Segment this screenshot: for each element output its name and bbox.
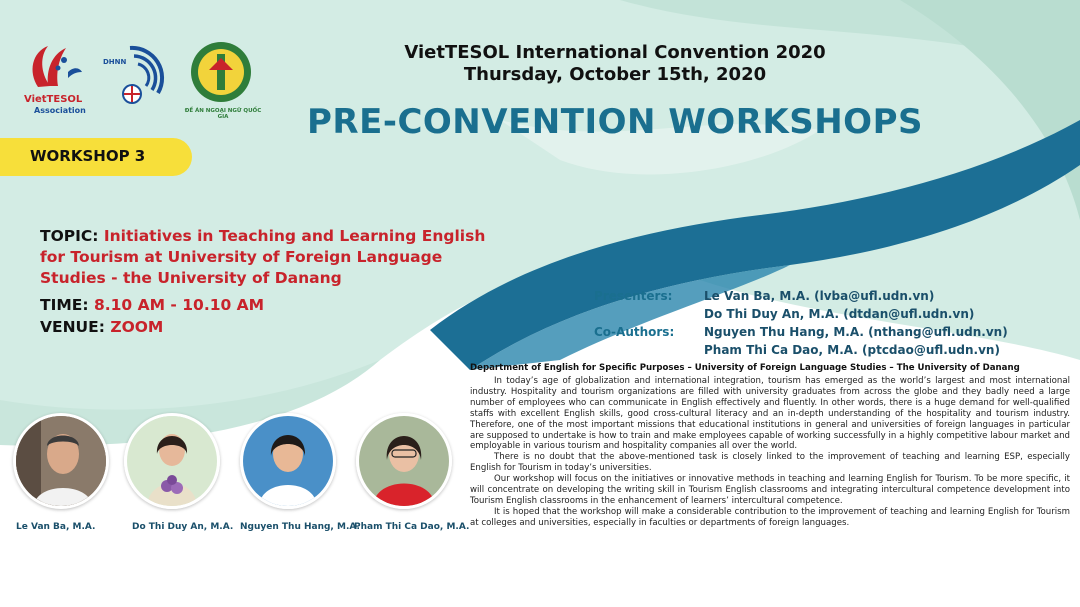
presenter-line: Le Van Ba, M.A. (lvba@ufl.udn.vn) <box>704 289 935 303</box>
coauthors-label: Co-Authors: <box>594 325 675 339</box>
person-photo-icon <box>359 416 449 506</box>
abstract-text <box>470 376 1070 529</box>
project-logo <box>183 40 263 120</box>
presenters-label: Presenters: <box>594 289 673 303</box>
time-block <box>40 296 264 314</box>
abstract-paragraph: It is hoped that the workshop will make a considerable contribution to the improvement of teaching and learning English for Tourism at colleges and universities, especially in faculties or departments of foreign languages. <box>470 506 1070 528</box>
presenter-name: Le Van Ba, M.A. <box>16 522 96 532</box>
dhnn-emblem-icon <box>100 38 170 118</box>
avatar <box>124 413 220 509</box>
viettesol-logo <box>20 42 90 117</box>
convention-date: Thursday, October 15th, 2020 <box>463 64 767 85</box>
topic-text: Initiatives in Teaching and Learning English for Tourism at University of Foreign Language Studies - the University of Danang <box>40 227 486 287</box>
department-line: Department of English for Specific Purposes – University of Foreign Language Studies – The University of Danang <box>470 363 1020 373</box>
coauthor-line: Nguyen Thu Hang, M.A. (nthang@ufl.udn.vn) <box>704 325 1008 339</box>
presenter-name: Do Thi Duy An, M.A. <box>132 522 234 532</box>
presenter-name: Pham Thi Ca Dao, M.A. <box>354 522 470 532</box>
topic-label: TOPIC: <box>40 227 99 245</box>
page-title: PRE-CONVENTION WORKSHOPS <box>307 102 923 142</box>
time-label: TIME: <box>40 296 89 314</box>
viettesol-logo-line1: VietTESOL <box>24 94 83 105</box>
project-emblem-icon <box>183 40 263 106</box>
project-logo-label: ĐỀ ÁN NGOẠI NGỮ QUỐC GIA <box>184 108 262 120</box>
viettesol-emblem-icon <box>20 42 90 92</box>
abstract-paragraph: In today’s age of globalization and international integration, tourism has emerged as the world’s largest and most international industry. Hospitality and tourism organizations are filled with university graduates from across the globe and they badly need a large number of employees who can communicate in English effectively and fluently. In other words, there is a huge demand for well-qualified staffs with excellent English skills, good cross-cultural literacy and an in-depth understanding of the hospitality and tourism industry. Therefore, one of the most important missions that educational institutions in general and universities of foreign languages in particular are supposed to undertake is how to train and make employees capable of working successfully in a highly competitive labour market and employable in various tourism and hospitality companies all over the world. <box>470 376 1070 452</box>
person-photo-icon <box>16 416 106 506</box>
person-photo-icon <box>127 416 217 506</box>
dhnn-logo <box>100 38 170 118</box>
presenter-name: Nguyen Thu Hang, M.A. <box>240 522 360 532</box>
convention-title: VietTESOL International Convention 2020 <box>404 42 826 63</box>
avatar <box>13 413 109 509</box>
person-photo-icon <box>243 416 333 506</box>
venue-block <box>40 318 163 336</box>
viettesol-logo-line2: Association <box>34 106 86 115</box>
workshop-badge <box>0 138 192 176</box>
time-value: 8.10 AM - 10.10 AM <box>93 296 265 314</box>
topic-block <box>40 226 500 289</box>
dhnn-logo-label: DHNN <box>103 58 127 66</box>
coauthor-line: Pham Thi Ca Dao, M.A. (ptcdao@ufl.udn.vn) <box>704 343 1000 357</box>
abstract-paragraph: Our workshop will focus on the initiatives or innovative methods in teaching and learning English for Tourism. To be more specific, it will concentrate on developing the writing skill in Tourism English classrooms and integrating intercultural competence development into Tourism English classrooms in the enhancement of learners’ intercultural competence. <box>470 474 1070 506</box>
avatar <box>240 413 336 509</box>
venue-label: VENUE: <box>40 318 105 336</box>
venue-value: ZOOM <box>110 318 164 336</box>
workshop-badge-label: WORKSHOP 3 <box>30 147 146 165</box>
avatar <box>356 413 452 509</box>
presenter-line: Do Thi Duy An, M.A. (dtdan@ufl.udn.vn) <box>704 307 975 321</box>
abstract-paragraph: There is no doubt that the above-mentioned task is closely linked to the improvement of teaching and learning ESP, especially English for Tourism in today’s universities. <box>470 452 1070 474</box>
